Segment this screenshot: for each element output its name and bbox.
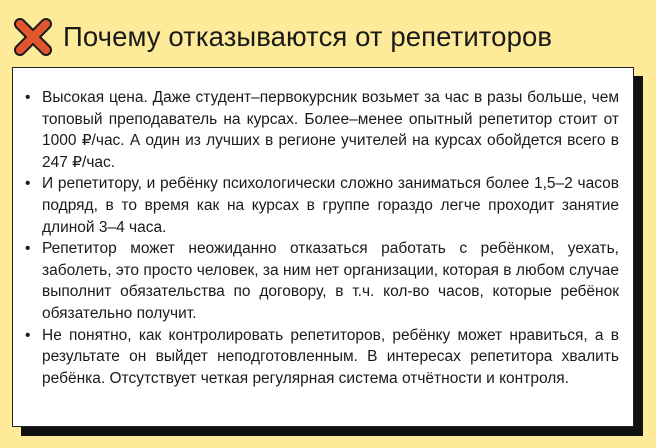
list-item-text: Высокая цена. Даже студент–первокурсник возьмет за час в разы больше, чем топовый преподаватель на курсах. Более–менее опытный репетитор стоит от 1000 ₽/час. А один из лучших в регионе учителей на курсах обойдется всего в 247 ₽/час.: [42, 89, 619, 171]
header: [13, 12, 646, 62]
list-item-text: И репетитору, и ребёнку психологически сложно заниматься более 1,5–2 часов подряд, в то время как на курсах в группе гораздо легче проходит занятие длиной 3–4 часа.: [42, 175, 619, 236]
reasons-list: [13, 68, 633, 389]
list-item: [25, 173, 619, 238]
list-item: [25, 87, 619, 173]
cross-icon: [13, 17, 53, 57]
list-item-text: Репетитор может неожиданно отказаться работать с ребёнком, уехать, заболеть, это просто человек, за ним нет организации, которая в любом случае выполнит обязательства по договору, в т.ч. кол-во часов, которые ребёнок обязательно получит.: [42, 240, 619, 322]
bullet-icon: •: [25, 326, 31, 344]
content-card: [12, 67, 634, 427]
bullet-icon: •: [25, 89, 31, 106]
list-item: [25, 325, 619, 390]
list-item-text: Не понятно, как контролировать репетиторов, ребёнку может нравиться, а в результате он выйдет неподготовленным. В интересах репетитора хвалить ребёнка. Отсутствует четкая регулярная система отчётности и контроля.: [42, 326, 619, 387]
bullet-icon: •: [25, 175, 31, 193]
bullet-icon: •: [25, 240, 31, 258]
list-item: [25, 238, 619, 324]
page-title: Почему отказываются от репетиторов: [63, 21, 553, 52]
